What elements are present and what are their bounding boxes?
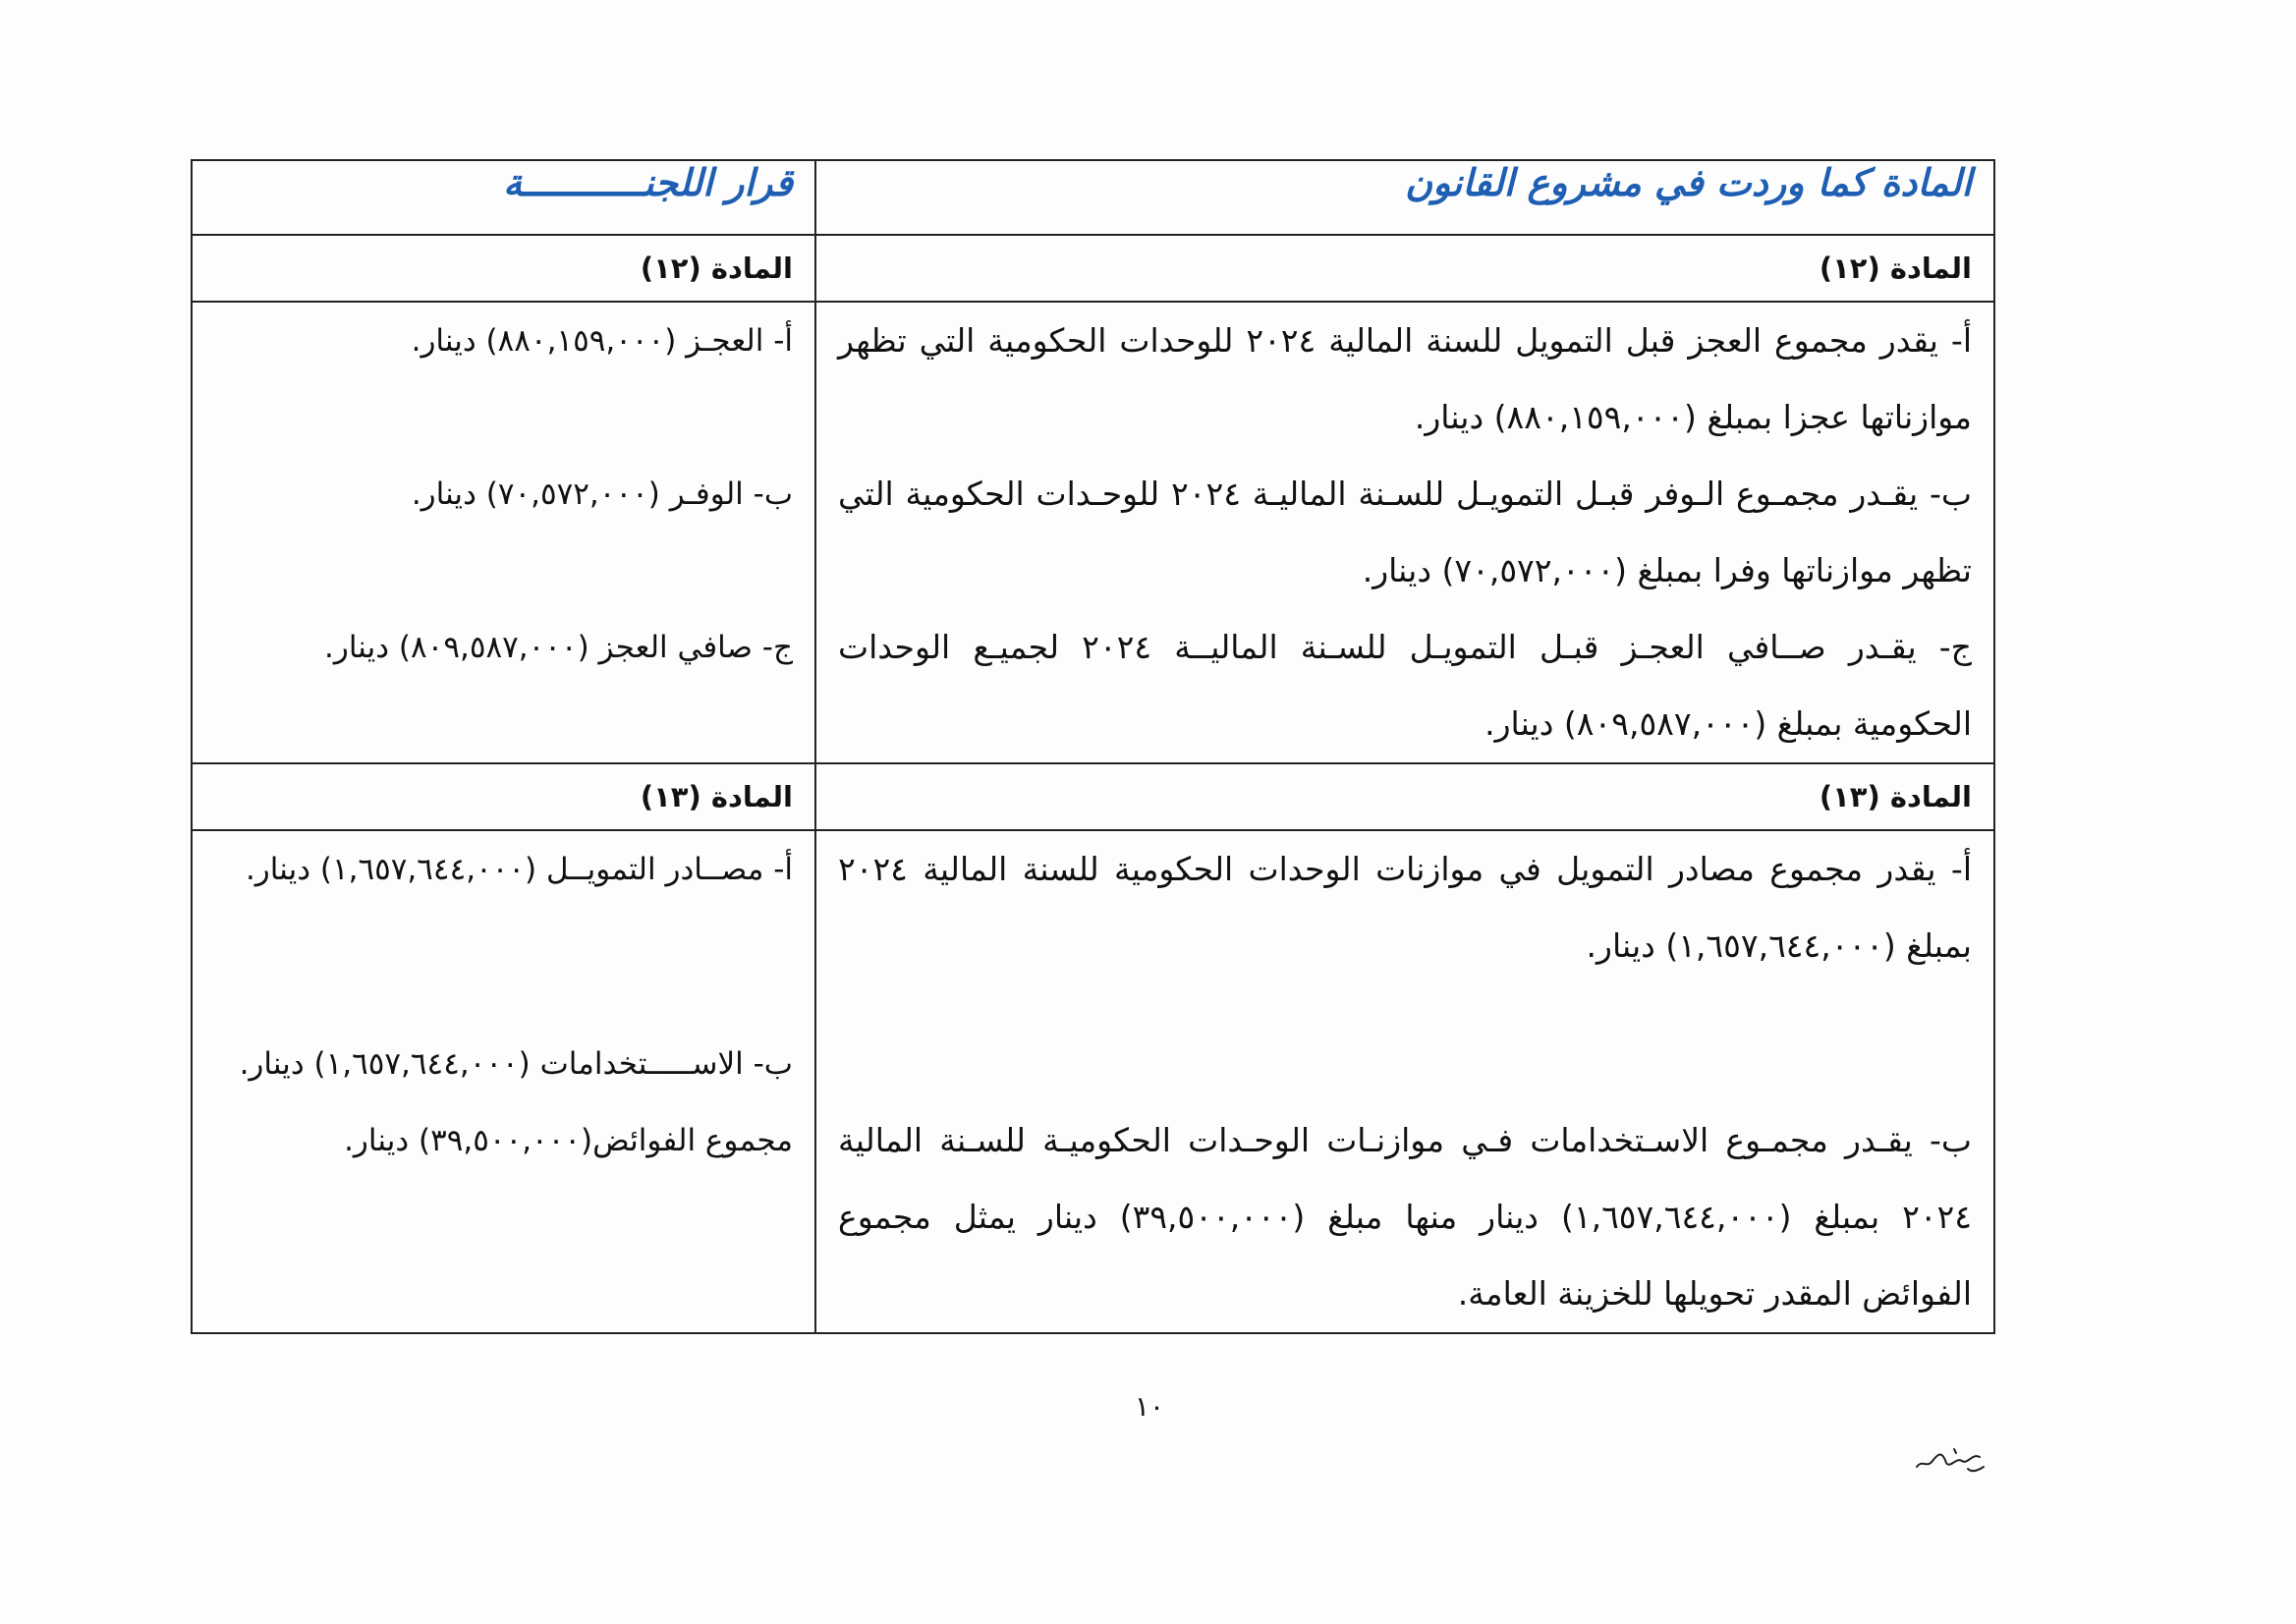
article-13-bill-clause-b: ب- يقـدر مجمـوع الاسـتخدامات فـي موازنـات الوحـدات الحكوميـة للسـنة المالية ٢٠٢٤ بمبلغ (١,٦٥٧,٦٤٤,٠٠٠) دينار منها مبلغ (٣٩,٥٠٠,٠٠٠) دينار يمثل مجموع الفوائض المقدر تحويلها للخزينة العامة. xyxy=(838,1121,1972,1313)
article-13-committee-title: المادة (١٣) xyxy=(192,763,815,830)
article-12-bill-title: المادة (١٢) xyxy=(815,235,1994,302)
spacer xyxy=(214,379,793,456)
spacer xyxy=(214,532,793,609)
article-12-committee-clause-a: أ- العجـز (٨٨٠,١٥٩,٠٠٠) دينار. xyxy=(411,323,793,359)
article-12-content-row xyxy=(192,302,1994,763)
spacer xyxy=(838,984,1972,1102)
article-13-committee-clause-b: ب- الاســـــتخدامات (١,٦٥٧,٦٤٤,٠٠٠) دينار. xyxy=(239,1046,793,1082)
handwritten-signature xyxy=(1911,1439,1989,1479)
article-13-bill-clause-a: أ- يقدر مجموع مصادر التمويل في موازنات الوحدات الحكومية للسنة المالية ٢٠٢٤ بمبلغ (١,٦٥٧,٦٤٤,٠٠٠) دينار. xyxy=(838,850,1972,965)
article-12-bill-clause-a: أ- يقدر مجموع العجز قبل التمويل للسنة المالية ٢٠٢٤ للوحدات الحكومية التي تظهر موازناتها عجزا بمبلغ (٨٨٠,١٥٩,٠٠٠) دينار. xyxy=(838,321,1972,436)
article-12-committee-title: المادة (١٢) xyxy=(192,235,815,302)
header-bill-column: المادة كما وردت في مشروع القانون xyxy=(815,160,1994,235)
article-12-bill-clause-c: ج- يقـدر صــافي العجـز قبـل التمويـل للسـنة الماليــة ٢٠٢٤ لجميـع الوحدات الحكومية بمبلغ (٨٠٩,٥٨٧,٠٠٠) دينار. xyxy=(838,628,1972,743)
article-13-title-row xyxy=(192,763,1994,830)
spacer xyxy=(214,908,793,1026)
article-12-committee-clause-c: ج- صافي العجز (٨٠٩,٥٨٧,٠٠٠) دينار. xyxy=(324,630,793,665)
article-12-title-row xyxy=(192,235,1994,302)
article-12-bill-content xyxy=(815,302,1994,763)
article-13-committee-content xyxy=(192,830,815,1333)
article-13-bill-title: المادة (١٣) xyxy=(815,763,1994,830)
article-13-content-row xyxy=(192,830,1994,1333)
comparison-table xyxy=(191,159,1995,1334)
header-committee-column: قرار اللجنـــــــــــة xyxy=(192,160,815,235)
article-13-bill-content xyxy=(815,830,1994,1333)
article-12-bill-clause-b: ب- يقـدر مجمـوع الـوفر قبـل التمويـل للسـنة الماليـة ٢٠٢٤ للوحـدات الحكومية التي تظهر موازناتها وفرا بمبلغ (٧٠,٥٧٢,٠٠٠) دينار. xyxy=(838,475,1972,589)
table-header-row xyxy=(192,160,1994,235)
article-12-committee-clause-b: ب- الوفـر (٧٠,٥٧٢,٠٠٠) دينار. xyxy=(411,476,793,512)
article-13-committee-clause-a: أ- مصــادر التمويــل (١,٦٥٧,٦٤٤,٠٠٠) دينار. xyxy=(245,852,793,887)
article-13-committee-clause-c: مجموع الفوائض(٣٩,٥٠٠,٠٠٠) دينار. xyxy=(344,1123,793,1158)
article-12-committee-content xyxy=(192,302,815,763)
page-number: ١٠ xyxy=(1134,1390,1165,1423)
